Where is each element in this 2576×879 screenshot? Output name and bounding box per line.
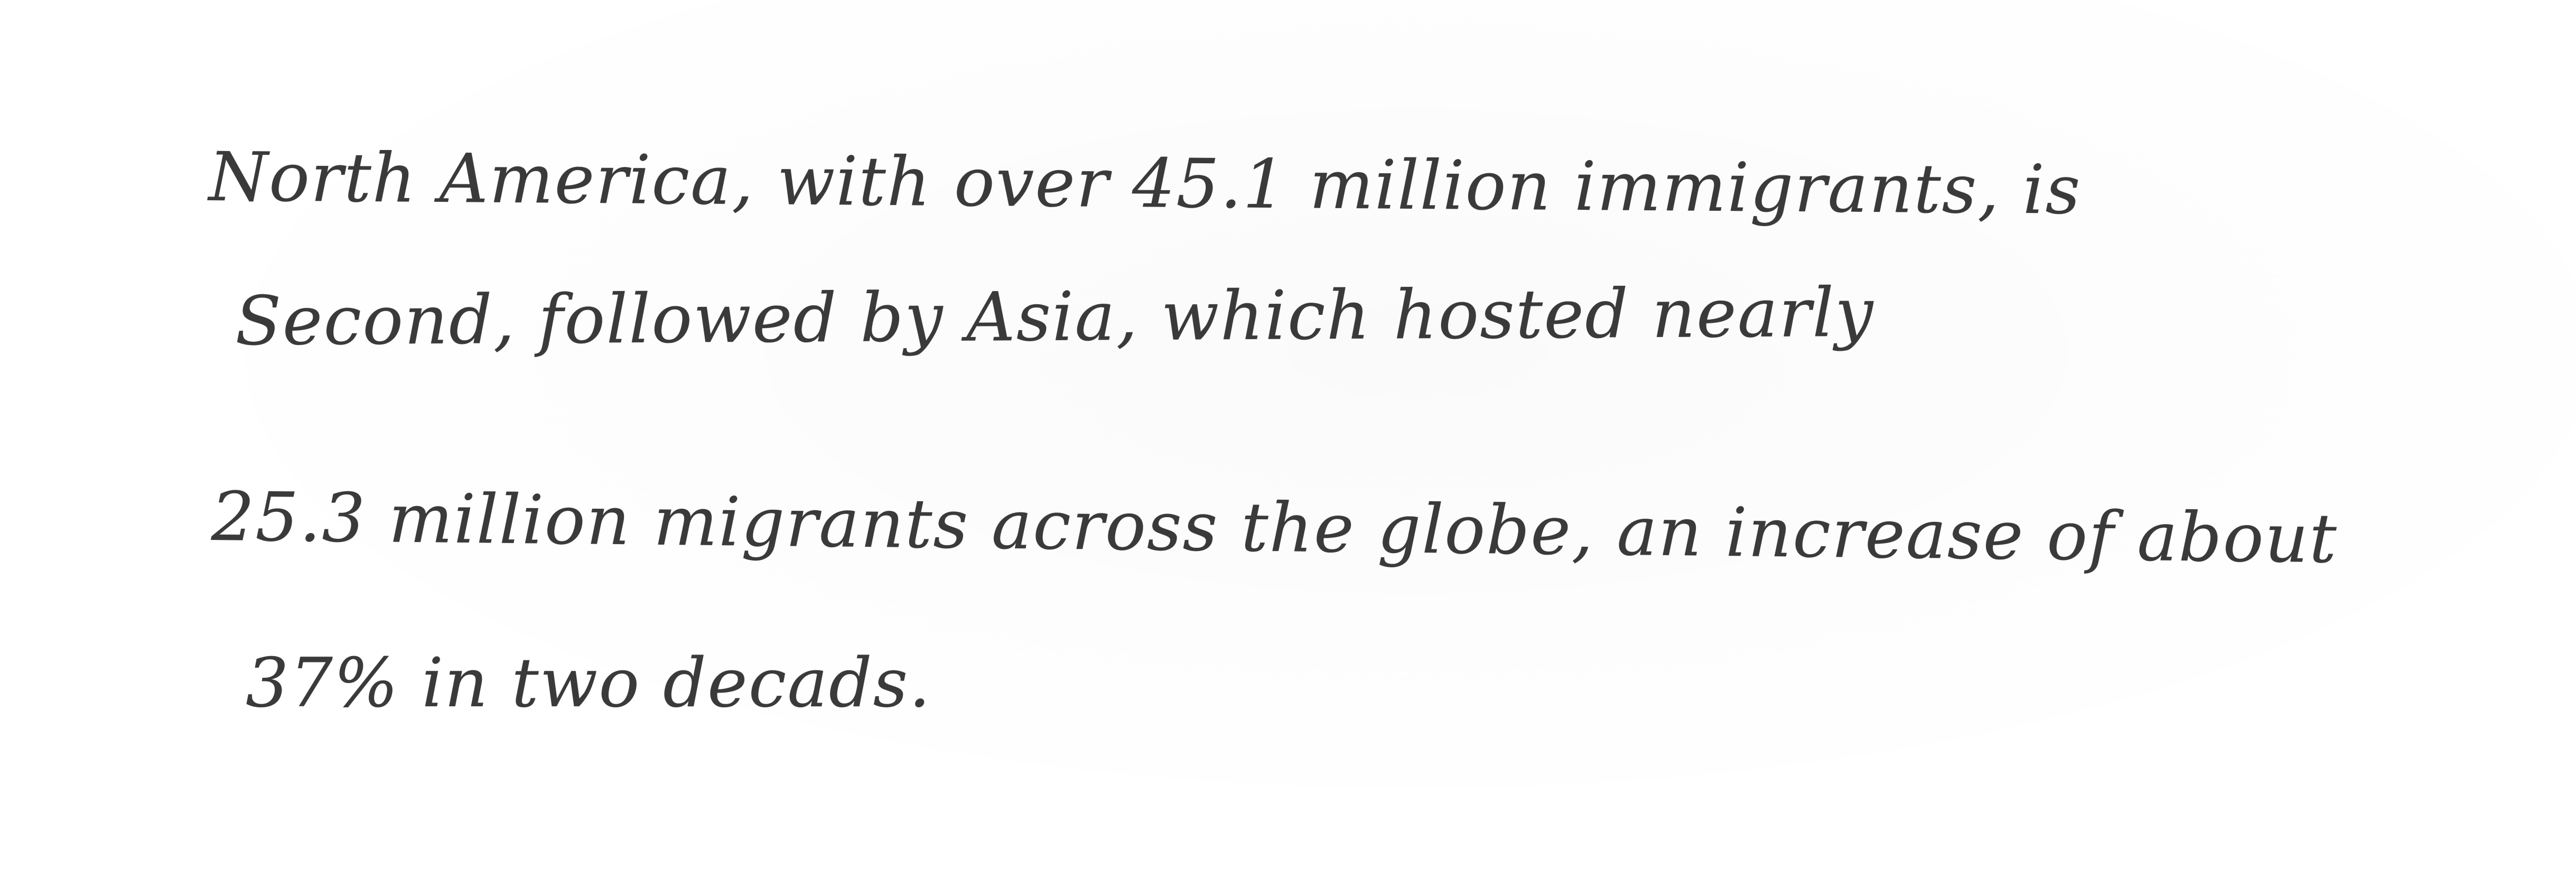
handwritten-line-3: 25.3 million migrants across the globe, an increase of about [211, 478, 2338, 579]
handwritten-line-1: North America, with over 45.1 million immigrants, is [208, 138, 2082, 230]
handwritten-line-4: 37% in two decads. [246, 644, 931, 723]
handwritten-line-2: Second, followed by Asia, which hosted nearly [235, 273, 1874, 361]
